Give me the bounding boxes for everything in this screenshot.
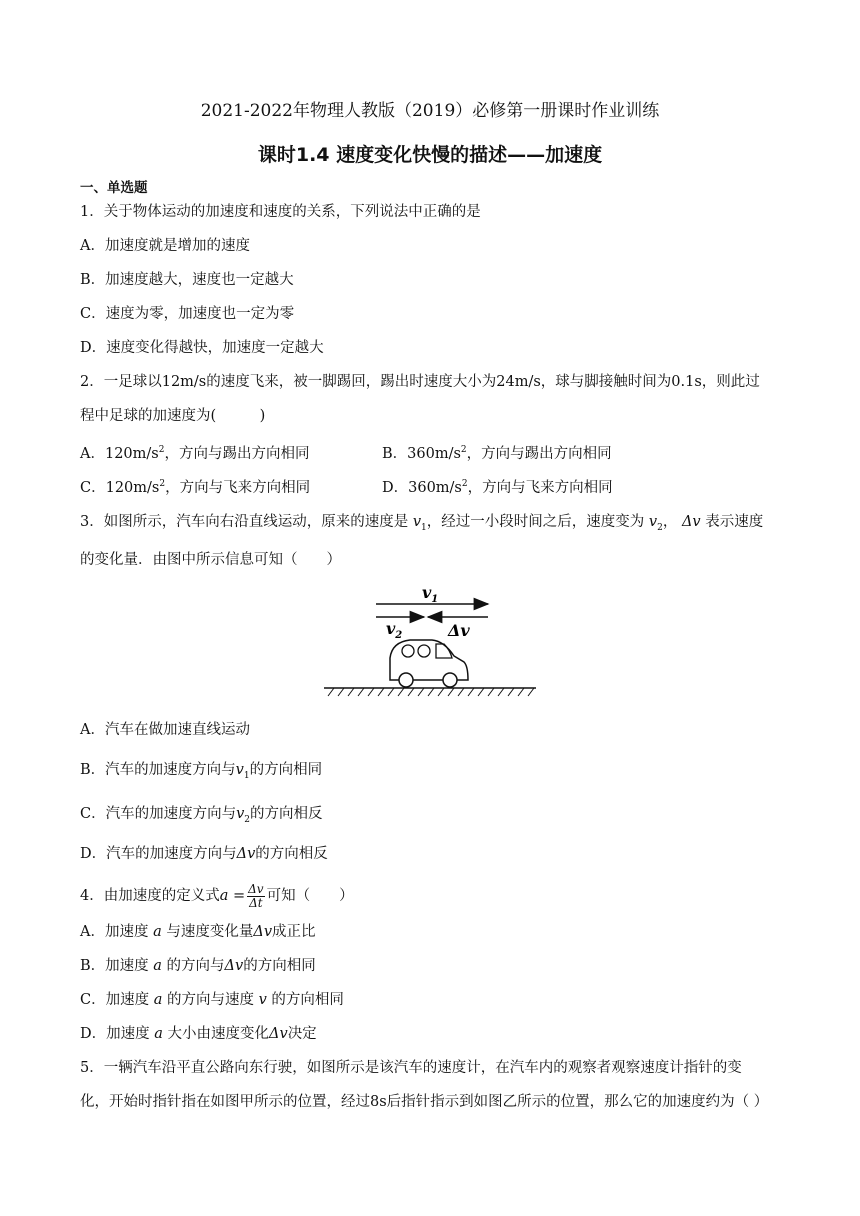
delta-v-label: Δv [448,621,470,640]
q3-stem-line2: 的变化量．由图中所示信息可知（ ） [80,552,341,568]
document-title: 2021-2022年物理人教版（2019）必修第一册课时作业训练 [200,101,660,121]
ground-line [324,688,536,696]
v1-label: $v_1$ [422,584,439,605]
section-heading: 一、单选题 [80,180,148,196]
q3-option-b: B．汽车的加速度方向与$v_1$的方向相同 [80,762,323,781]
q2-stem-line1: 2．一足球以12m/s的速度飞来，被一脚踢回，踢出时速度大小为24m/s，球与脚接触时间为0.1s，则此过 [80,374,760,390]
q4-option-a: A．加速度 a 与速度变化量Δv成正比 [80,924,316,940]
q2-stem-line2: 程中足球的加速度为( ) [80,408,266,424]
q1-option-a: A．加速度就是增加的速度 [80,238,250,254]
q5-stem-line2: 化，开始时指针指在如图甲所示的位置，经过8s后指针指示到如图乙所示的位置，那么它的加速度约为（ ） [80,1094,769,1110]
q3-stem-line1: 3．如图所示，汽车向右沿直线运动，原来的速度是 $v_1$，经过一小段时间之后，速度变为 $v_2$， Δv 表示速度 [80,514,764,533]
car-icon [390,640,468,687]
q1-option-c: C．速度为零，加速度也一定为零 [80,306,295,322]
q2-option-c: C．$120m/s^2$，方向与飞来方向相同 [80,479,311,496]
lesson-title: 课时1.4 速度变化快慢的描述——加速度 [257,144,603,166]
v2-label: $v_2$ [386,619,403,641]
q2-option-a: A．$120m/s^2$，方向与踢出方向相同 [80,445,310,462]
delta-v-over-delta-t-fraction: $\frac{\Delta v}{\Delta t}$ [248,881,264,910]
car-velocity-figure [320,584,540,702]
q1-option-d: D．速度变化得越快，加速度一定越大 [80,340,324,356]
q5-stem-line1: 5．一辆汽车沿平直公路向东行驶，如图所示是该汽车的速度计，在汽车内的观察者观察速度计指针的变 [80,1060,742,1076]
q2-option-b: B．$360m/s^2$，方向与踢出方向相同 [382,445,612,462]
q1-stem: 1．关于物体运动的加速度和速度的关系，下列说法中正确的是 [80,204,481,220]
q1-option-b: B．加速度越大，速度也一定越大 [80,272,294,288]
q4-option-c: C．加速度 a 的方向与速度 v 的方向相同 [80,992,344,1008]
q3-option-a: A．汽车在做加速直线运动 [80,722,250,738]
q4-stem: 4．由加速度的定义式a = $\frac{\Delta v}{\Delta t}$ 可知（ ） [80,881,354,910]
q3-option-c: C．汽车的加速度方向与$v_2$的方向相反 [80,806,323,825]
q3-option-d: D．汽车的加速度方向与Δv的方向相反 [80,846,328,862]
q4-option-d: D．加速度 a 大小由速度变化Δv决定 [80,1026,317,1042]
q2-option-d: D．$360m/s^2$，方向与飞来方向相同 [382,479,613,496]
q4-option-b: B．加速度 a 的方向与Δv的方向相同 [80,958,316,974]
